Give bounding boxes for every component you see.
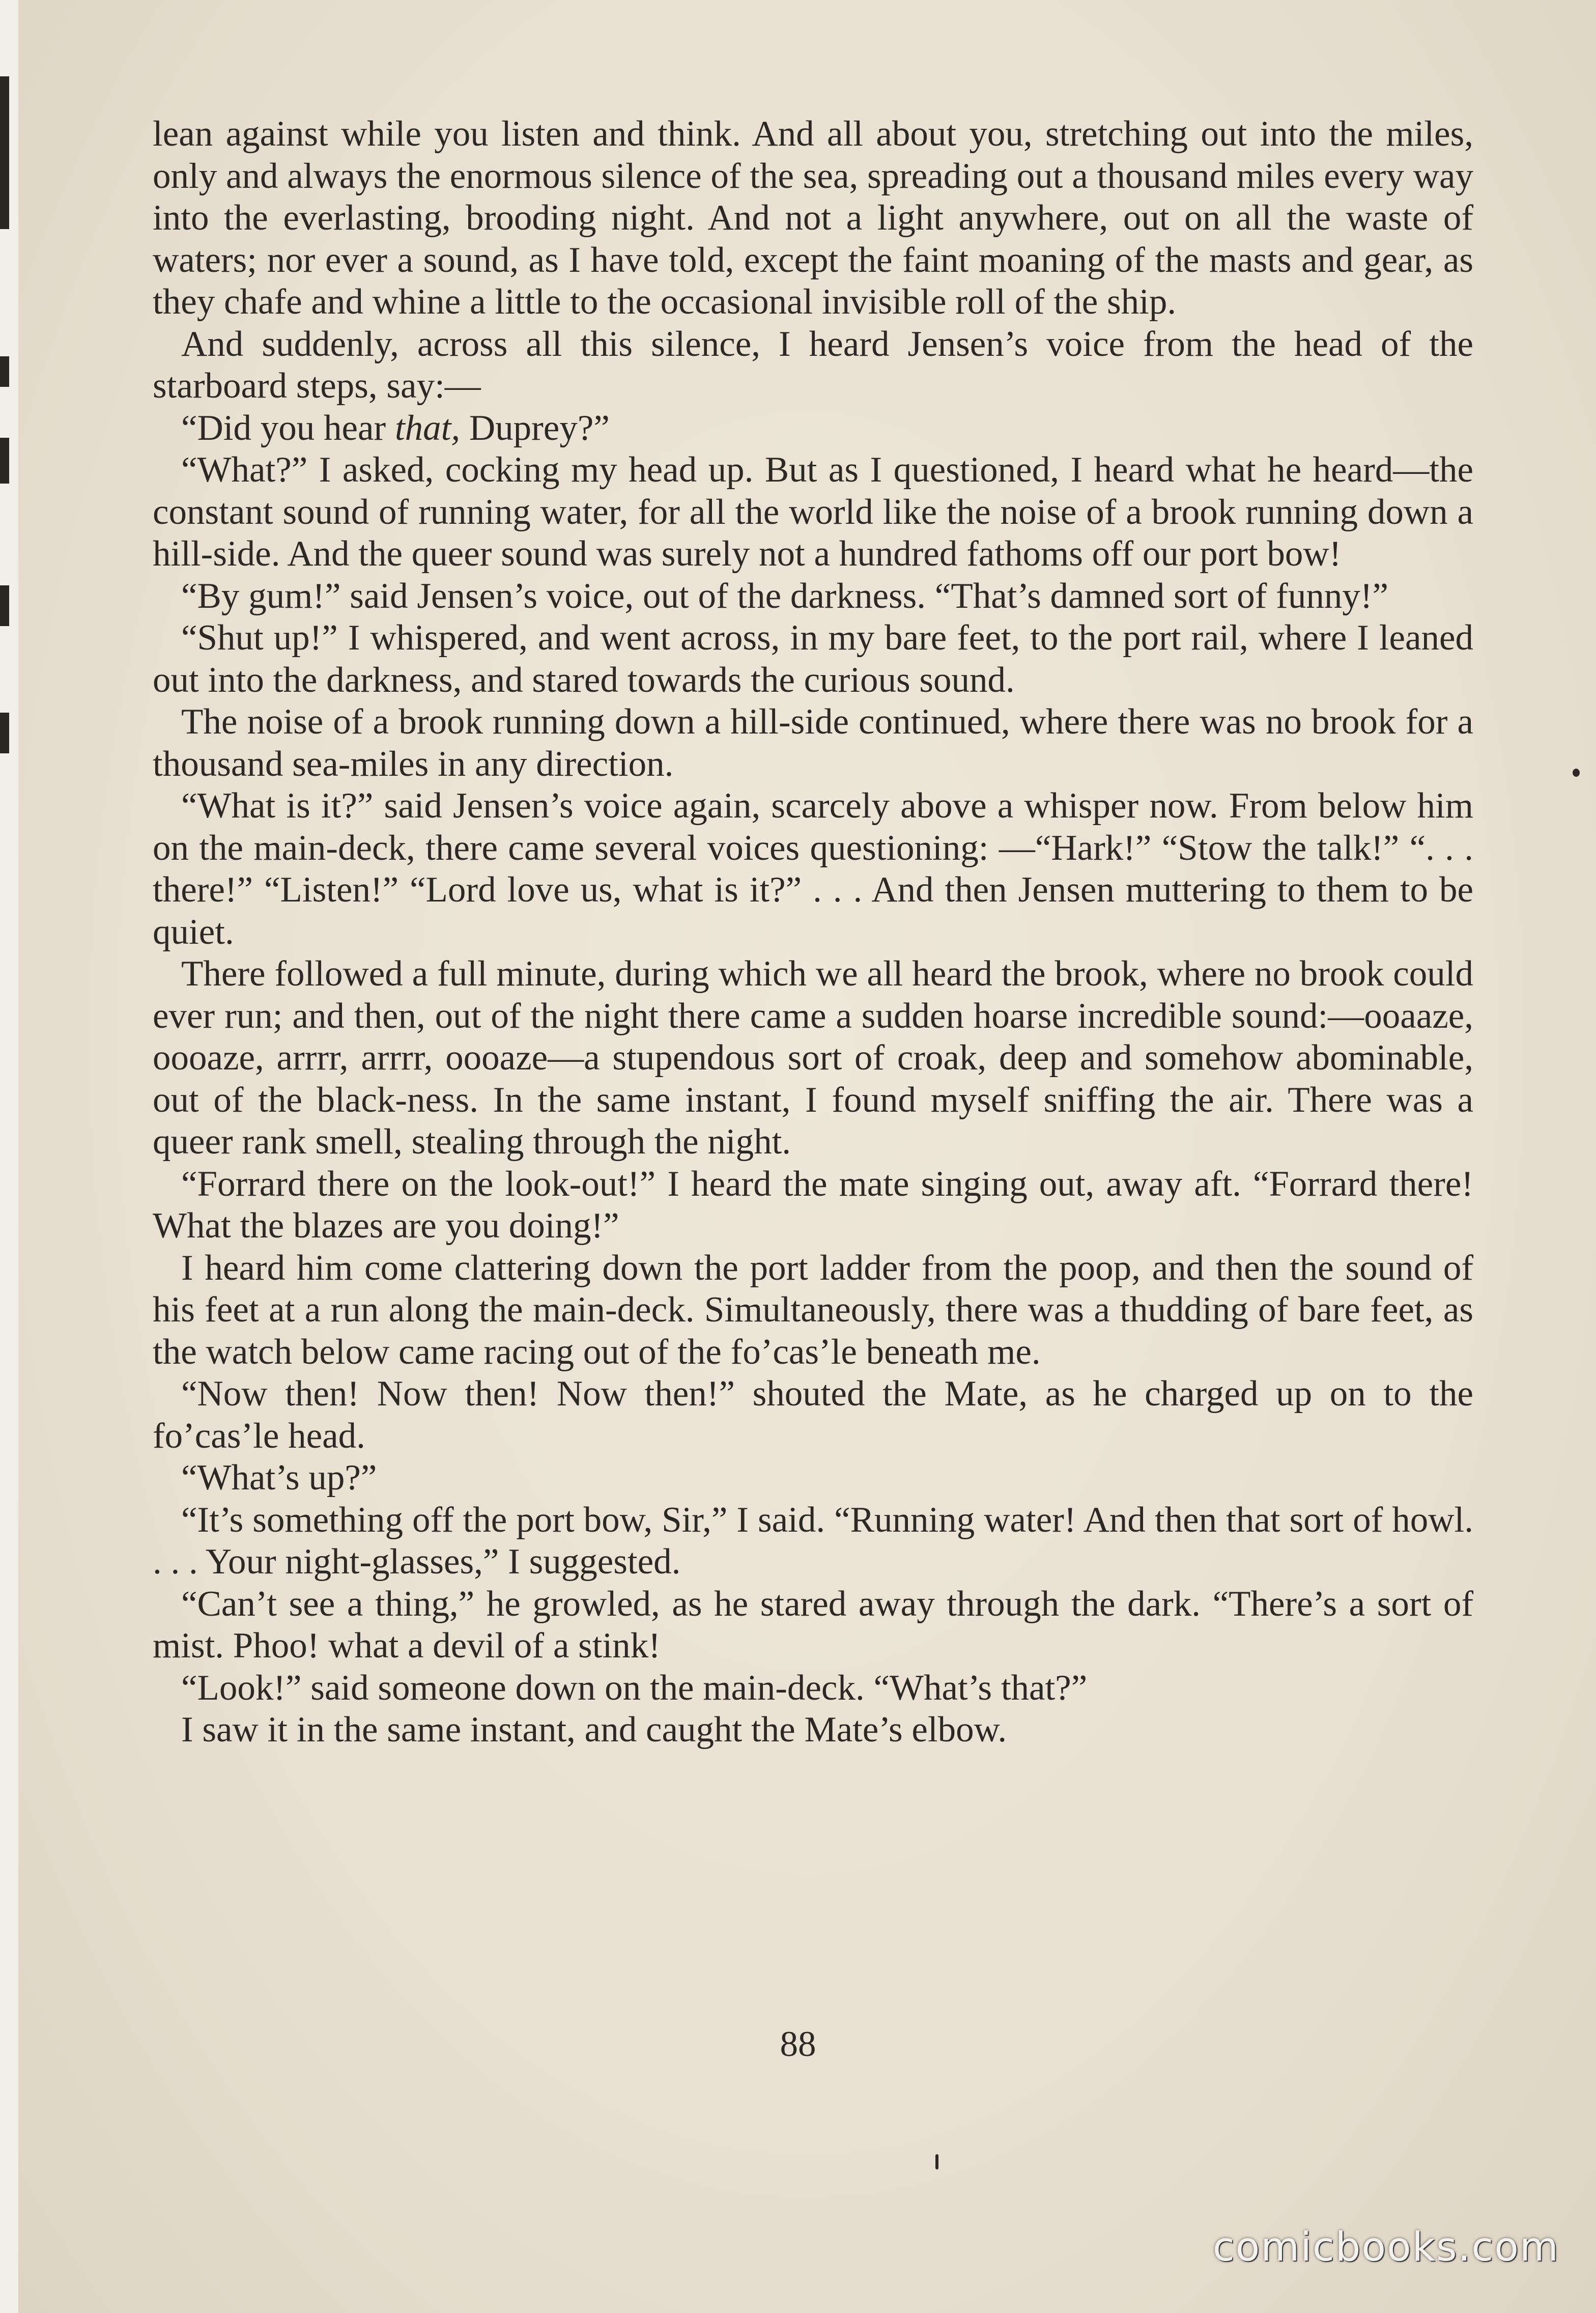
paragraph: “Forrard there on the look-out!” I heard the mate singing out, away aft. “Forrard there! What the blazes are you doing!” [153, 1164, 1473, 1246]
paragraph: “Can’t see a thing,” he growled, as he stared away through the dark. “There’s a sort of mist. Phoo! what a devil of a stink! [153, 1584, 1473, 1666]
paragraph: “Now then! Now then! Now then!” shouted the Mate, as he charged up on to the fo’cas’le head. [153, 1374, 1473, 1456]
paragraph: I heard him come clattering down the port ladder from the poop, and then the sound of his feet at a run along the main-deck. Simultaneously, there was a thudding of bare feet, as the watch below came racing out of the fo’cas’le beneath me. [153, 1248, 1473, 1372]
paragraph: “What’s up?” [181, 1458, 377, 1498]
paragraph: “Shut up!” I whispered, and went across, in my bare feet, to the port rail, where I leaned out into the darkness, and stared towards the curious sound. [153, 618, 1473, 700]
paragraph: The noise of a brook running down a hill-side continued, where there was no brook for a thousand sea-miles in any direction. [153, 702, 1473, 784]
ink-speck [935, 2154, 938, 2169]
body-text [153, 113, 1473, 1751]
paragraph: lean against while you listen and think. And all about you, stretching out into the miles, only and always the enormous silence of the sea, spreading out a thousand miles every way into the everlasting, brooding night. And not a light anywhere, out on all the waste of waters; nor ever a sound, as I have told, except the faint moaning of the masts and gear, as they chafe and whine a little to the occasional invisible roll of the ship. [153, 114, 1473, 322]
paragraph: “What is it?” said Jensen’s voice again, scarcely above a whisper now. From below him on the main-deck, there came several voices questioning: —“Hark!” “Stow the talk!” “. . . there!” “Listen!” “Lord love us, what is it?” . . . And then Jensen muttering to them to be quiet. [153, 786, 1473, 952]
paragraph: There followed a full minute, during which we all heard the brook, where no brook could ever run; and then, out of the night there came a sudden hoarse incredible sound:—ooaaze, oooaze, arrrr, arrrr, oooaze—a stupendous sort of croak, deep and somehow abominable, out of the black-ness. In the same instant, I found myself sniffing the air. There was a queer rank smell, stealing through the night. [153, 954, 1473, 1162]
paragraph: And suddenly, across all this silence, I heard Jensen’s voice from the head of the starboard steps, say:— [153, 324, 1473, 406]
page-number: 88 [780, 2024, 816, 2064]
paragraph: I saw it in the same instant, and caught the Mate’s elbow. [181, 1710, 1007, 1750]
watermark: comicbooks.com [1212, 2224, 1559, 2270]
spine-mark [0, 438, 9, 484]
paragraph: “It’s something off the port bow, Sir,” I said. “Running water! And then that sort of howl. . . . Your night-glasses,” I suggested. [153, 1500, 1473, 1582]
spine-mark [0, 713, 9, 753]
paragraph: “By gum!” said Jensen’s voice, out of the darkness. “That’s damned sort of funny!” [181, 576, 1388, 616]
binding-edge [0, 0, 18, 2313]
spine-mark [0, 76, 9, 229]
spine-mark [0, 356, 9, 387]
ink-speck [1573, 769, 1580, 777]
paragraph: “What?” I asked, cocking my head up. But as I questioned, I heard what he heard—the constant sound of running water, for all the world like the noise of a brook running down a hill-side. And the queer sound was surely not a hundred fathoms off our port bow! [153, 450, 1473, 574]
spine-mark [0, 585, 9, 626]
emphasis: that, [394, 408, 461, 448]
paragraph: “Look!” said someone down on the main-deck. “What’s that?” [181, 1668, 1088, 1708]
paragraph: “Did you hear that, Duprey?” [181, 408, 610, 448]
